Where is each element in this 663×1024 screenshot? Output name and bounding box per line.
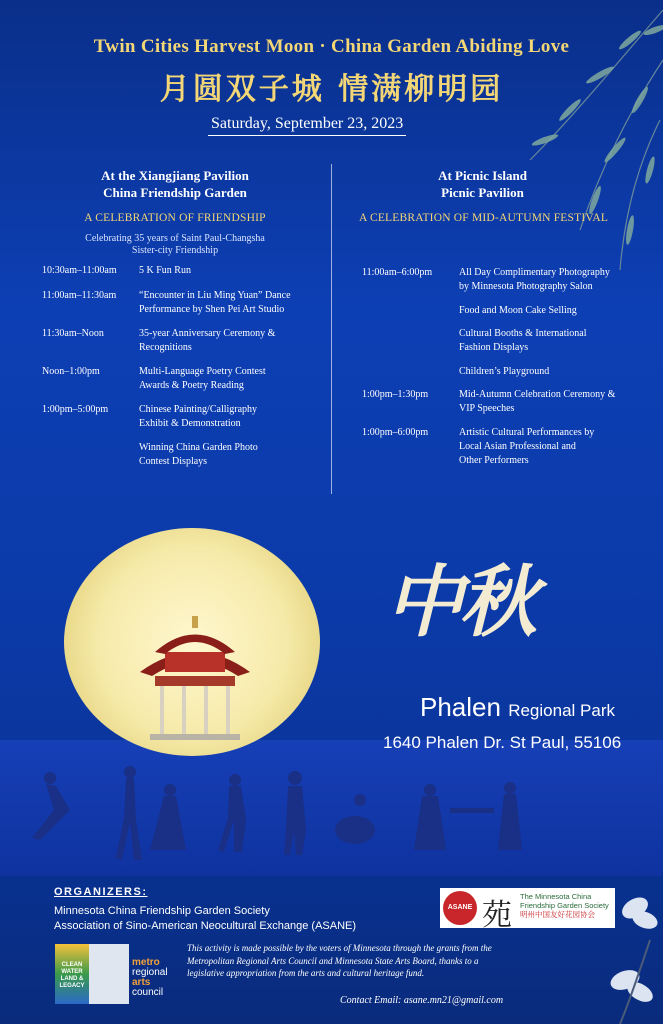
right-venue [345,167,620,201]
schedule-desc: “Encounter in Liu Ming Yuan” Dance [139,290,291,301]
left-subtitle [40,233,310,257]
park-name [420,692,615,723]
schedule-time: 1:00pm–1:30pm [362,389,429,400]
schedule-time: 11:00am–6:00pm [362,267,433,278]
event-date: Saturday, September 23, 2023 [208,115,406,136]
schedule-desc: Contest Displays [139,456,208,467]
organizer-1: Minnesota China Friendship Garden Society [54,905,270,917]
schedule-desc: Winning China Garden Photo [139,442,258,453]
schedule-time: 1:00pm–6:00pm [362,427,429,438]
schedule-desc: Cultural Booths & International [459,328,587,339]
left-sub-line2: Sister-city Friendship [131,245,219,256]
park-name-main: Phalen [420,692,501,722]
schedule-desc: Food and Moon Cake Selling [459,305,577,316]
schedule-desc: Recognitions [139,342,192,353]
asane-logo: ASANE [443,891,477,925]
schedule-desc: Exhibit & Demonstration [139,418,241,429]
metro-logo-line4: council [132,987,164,998]
left-venue-line1: At the Xiangjiang Pavilion [101,168,249,183]
column-divider [331,164,332,494]
schedule-desc: VIP Speeches [459,403,515,414]
willow-decoration [500,0,663,280]
schedule-desc: 35-year Anniversary Ceremony & [139,328,276,339]
left-venue [40,167,310,201]
left-sub-line1: Celebrating 35 years of Saint Paul-Changsha [85,233,265,244]
schedule-desc: Artistic Cultural Performances by [459,427,595,438]
title-english: Twin Cities Harvest Moon · China Garden Abiding Love [93,36,570,57]
schedule-desc: Awards & Poetry Reading [139,380,244,391]
left-venue-line2: China Friendship Garden [103,185,247,200]
garden-logo-line2: Friendship Garden Society [520,901,609,910]
schedule-desc: Local Asian Professional and [459,441,576,452]
garden-logo-cn: 明州中国友好花园协会 [520,910,595,919]
schedule-time: 10:30am–11:00am [42,265,117,276]
contact-email: Contact Email: asane.mn21@gmail.com [340,995,504,1006]
schedule-desc: Multi-Language Poetry Contest [139,366,266,377]
schedule-desc: Chinese Painting/Calligraphy [139,404,258,415]
right-schedule [362,266,647,476]
organizers-heading: ORGANIZERS: [54,886,148,898]
right-celebration: A CELEBRATION OF MID-AUTUMN FESTIVAL [359,212,609,224]
left-schedule [42,264,327,484]
schedule-desc: All Day Complimentary Photography [459,267,610,278]
metro-arts-logo [132,958,168,998]
schedule-desc: Mid-Autumn Celebration Ceremony & [459,389,616,400]
park-name-suffix: Regional Park [508,701,615,720]
right-venue-line1: At Picnic Island [438,168,527,183]
performer-silhouettes [10,760,530,870]
schedule-desc: Fashion Displays [459,342,529,353]
schedule-desc: Other Performers [459,455,529,466]
msab-logo [89,944,129,1004]
legacy-logo: CLEAN WATER LAND & LEGACY [55,944,89,1004]
schedule-desc: Performance by Shen Pei Art Studio [139,304,285,315]
metro-logo-line2: regional [132,967,168,978]
garden-logo-line1: The Minnesota China [520,892,592,901]
flower-decoration [580,880,663,1024]
organizer-2: Association of Sino-American Neocultural Exchange (ASANE) [54,920,357,932]
metro-logo-line3: arts [132,977,151,988]
garden-logo-glyph: 苑 [482,898,512,933]
pavilion-illustration [120,612,270,742]
schedule-time: 11:30am–Noon [42,328,104,339]
right-venue-line2: Picnic Pavilion [441,185,524,200]
schedule-time: 11:00am–11:30am [42,290,117,301]
metro-logo-line1: metro [132,957,160,968]
left-celebration: A CELEBRATION OF FRIENDSHIP [84,212,266,224]
schedule-desc: 5 K Fun Run [139,265,191,276]
schedule-desc: Children’s Playground [459,366,550,377]
schedule-time: Noon–1:00pm [42,366,100,377]
schedule-desc: by Minnesota Photography Salon [459,281,593,292]
mid-autumn-calligraphy: 中秋 [385,557,534,648]
park-address: 1640 Phalen Dr. St Paul, 55106 [383,733,622,752]
schedule-time: 1:00pm–5:00pm [42,404,109,415]
title-chinese: 月圆双子城 情满柳明园 [159,72,504,107]
grant-acknowledgement: This activity is made possible by the voters of Minnesota through the grants from the Metropolitan Regional Arts Council and Minnesota State Arts Board, thanks to a legislative appropriation from the arts and cultural heritage fund. [187,943,492,978]
